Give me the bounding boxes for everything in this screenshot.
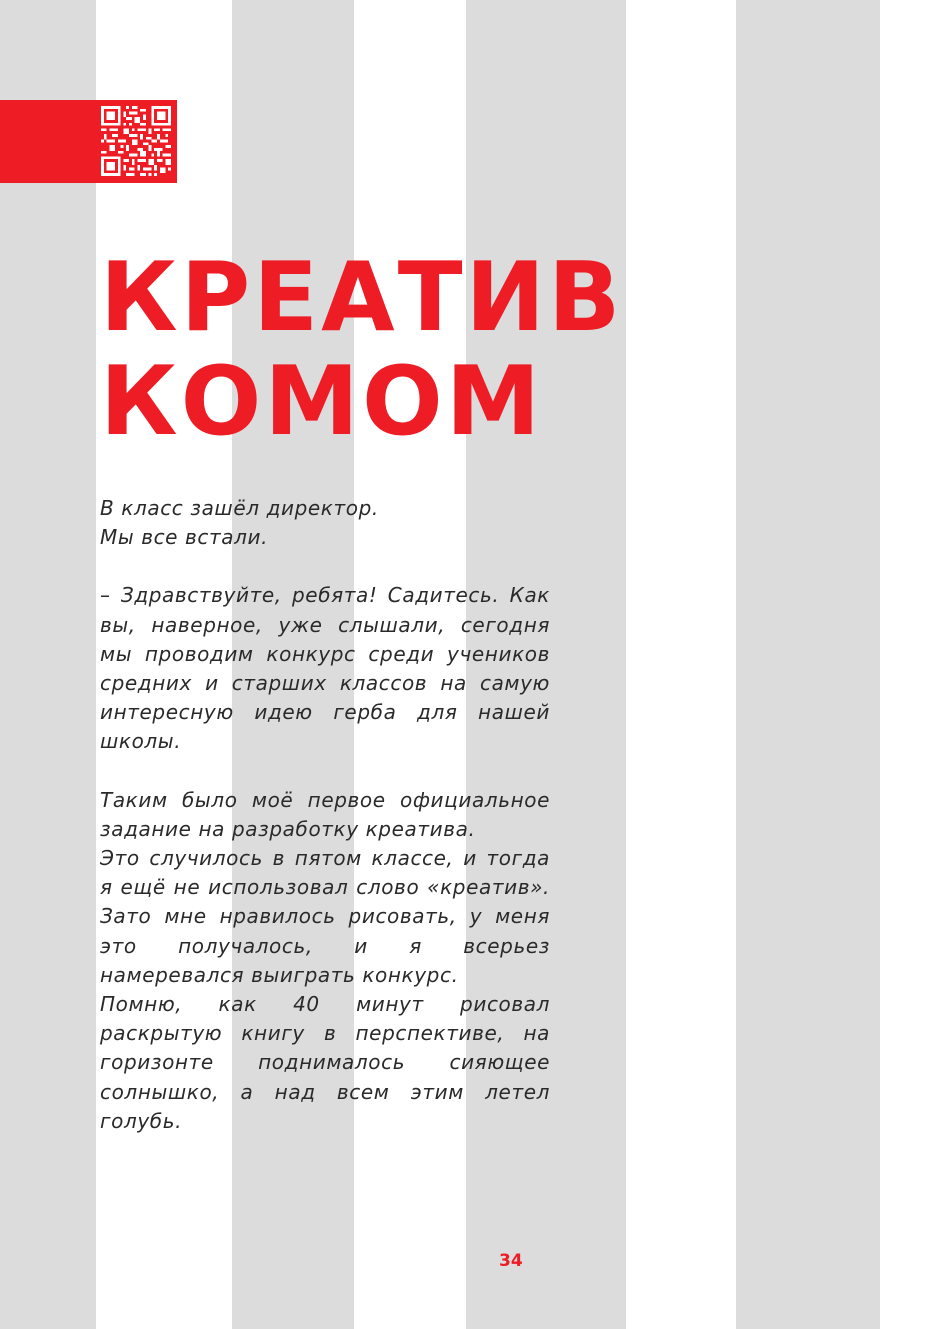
intro-paragraph (100, 494, 550, 552)
intro-line-2: Мы все встали. (100, 525, 269, 550)
intro-line-1: В класс зашёл директор. (100, 496, 379, 520)
paragraph-3: Это случилось в пятом классе, и тогда я ещё не использовал слово «креатив». Зато мне нравилось рисовать, у меня это получалось, и я всерьез намеревался выиграть конкурс. (100, 846, 550, 987)
qr-code-icon (101, 106, 171, 176)
background-stripe (736, 0, 880, 1329)
paragraph-2: Таким было моё первое официальное задание на разработку креатива. (100, 787, 550, 841)
title-line-2: КОМОМ (100, 347, 544, 457)
page-title (100, 243, 624, 457)
background-stripe (0, 0, 96, 1329)
page-number: 34 (499, 1251, 523, 1271)
title-line-1: КРЕАТИВ (100, 243, 624, 353)
paragraph-1: – Здравствуйте, ребята! Садитесь. Как вы, наверное, уже слышали, сегодня мы проводим конкурс среди учеников средних и старших классов на самую интересную идею герба для нашей школы. (100, 583, 550, 754)
article-body (100, 494, 550, 1136)
paragraph-4: Помню, как 40 минут рисовал раскрытую книгу в перспективе, на горизонте поднималось сияющее солнышко, а над всем этим летел голубь. (100, 992, 550, 1133)
